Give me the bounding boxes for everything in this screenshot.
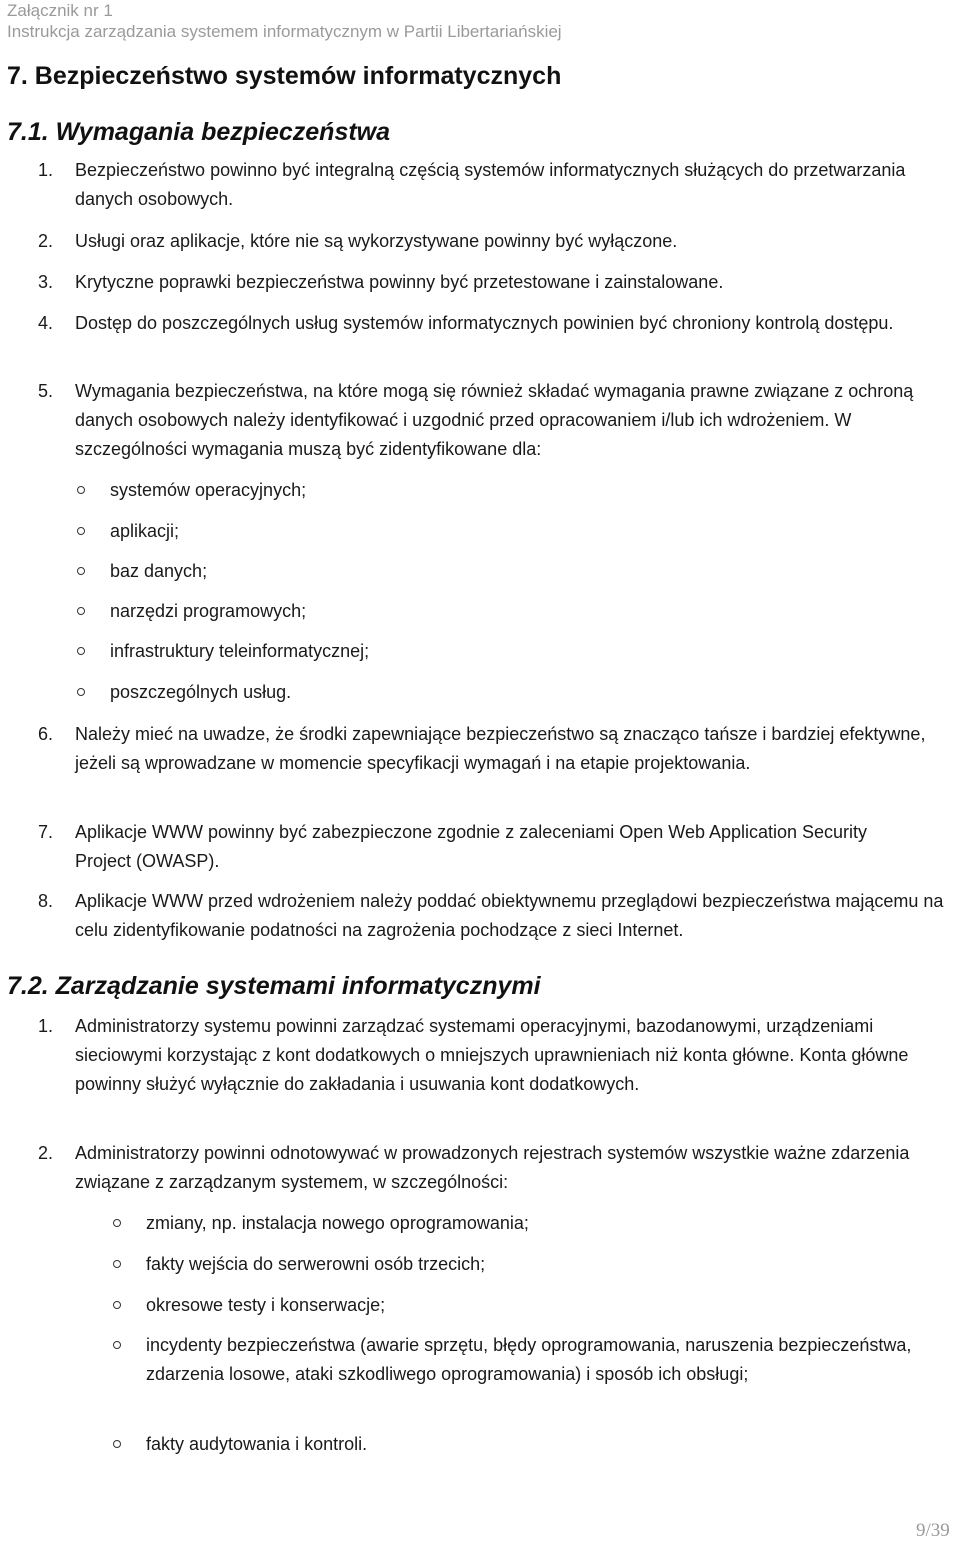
list-item-number: 4. [38, 313, 54, 333]
list-item-number: 5. [38, 381, 54, 401]
bullet-text: aplikacji; [110, 521, 180, 541]
attachment-label: Załącznik nr 1 [7, 1, 113, 20]
bullet-text: baz danych; [110, 561, 208, 581]
list-item-number: 6. [38, 724, 54, 744]
list-item-text: Wymagania bezpieczeństwa, na które mogą się również składać wymagania prawne związane z ochroną danych osobowych należy identyfikować i uzgodnić przed opracowaniem i/lub ich wdrożeniem. W szczególności wymagania muszą być zidentyfikowane dla: [75, 381, 914, 459]
bullet-marker [77, 527, 85, 535]
bullet-text: systemów operacyjnych; [110, 480, 307, 500]
bullet-marker [113, 1219, 121, 1227]
page-number: 9/39 [916, 1520, 950, 1541]
list-item-text: Bezpieczeństwo powinno być integralną częścią systemów informatycznych służących do przetwarzania danych osobowych. [75, 160, 906, 209]
bullet-text: fakty wejścia do serwerowni osób trzecich; [146, 1254, 486, 1274]
bullet-marker [113, 1301, 121, 1309]
document-title: Instrukcja zarządzania systemem informatycznym w Partii Libertariańskiej [7, 22, 562, 41]
list-item-number: 1. [38, 160, 54, 180]
list-item-number: 7. [38, 822, 54, 842]
list-item-number: 2. [38, 231, 54, 251]
list-item-number: 1. [38, 1016, 54, 1036]
bullet-text: incydenty bezpieczeństwa (awarie sprzętu, błędy oprogramowania, naruszenia bezpieczeństwa, zdarzenia losowe, ataki szkodliwego oprogramowania) i sposób ich obsługi; [146, 1335, 912, 1384]
bullet-text: poszczególnych usług. [110, 682, 292, 702]
list-item-text: Dostęp do poszczególnych usług systemów informatycznych powinien być chroniony kontrolą dostępu. [75, 313, 894, 333]
list-item-number: 3. [38, 272, 54, 292]
list-item-text: Administratorzy powinni odnotowywać w prowadzonych rejestrach systemów wszystkie ważne zdarzenia związane z zarządzanym systemem, w szczególności: [75, 1143, 910, 1192]
list-item-text: Usługi oraz aplikacje, które nie są wykorzystywane powinny być wyłączone. [75, 231, 678, 251]
section-title: 7. Bezpieczeństwo systemów informatycznych [7, 62, 562, 90]
subsection-title-requirements: 7.1. Wymagania bezpieczeństwa [7, 118, 391, 146]
bullet-marker [113, 1260, 121, 1268]
list-item-text: Aplikacje WWW powinny być zabezpieczone zgodnie z zaleceniami Open Web Application Security Project (OWASP). [75, 822, 868, 871]
list-item-text: Krytyczne poprawki bezpieczeństwa powinny być przetestowane i zainstalowane. [75, 272, 724, 292]
bullet-marker [77, 486, 85, 494]
bullet-text: narzędzi programowych; [110, 601, 307, 621]
list-item-number: 2. [38, 1143, 54, 1163]
subsection-title-management: 7.2. Zarządzanie systemami informatycznymi [7, 972, 541, 1000]
bullet-marker [113, 1341, 121, 1349]
list-item-text: Aplikacje WWW przed wdrożeniem należy poddać obiektywnemu przeglądowi bezpieczeństwa mającemu na celu zidentyfikowanie podatności na zagrożenia pochodzące z sieci Internet. [75, 891, 944, 940]
bullet-marker [113, 1440, 121, 1448]
list-item-text: Należy mieć na uwadze, że środki zapewniające bezpieczeństwo są znacząco tańsze i bardziej efektywne, jeżeli są wprowadzane w momencie specyfikacji wymagań i na etapie projektowania. [75, 724, 926, 773]
bullet-text: fakty audytowania i kontroli. [146, 1434, 368, 1454]
list-item-text: Administratorzy systemu powinni zarządzać systemami operacyjnymi, bazodanowymi, urządzeniami sieciowymi korzystając z kont dodatkowych o mniejszych uprawnieniach niż konta główne. Konta główne powinny służyć wyłącznie do zakładania i usuwania kont dodatkowych. [75, 1016, 909, 1094]
bullet-marker [77, 607, 85, 615]
bullet-text: okresowe testy i konserwacje; [146, 1295, 386, 1315]
bullet-marker [77, 567, 85, 575]
list-item-number: 8. [38, 891, 54, 911]
bullet-marker [77, 688, 85, 696]
bullet-text: zmiany, np. instalacja nowego oprogramowania; [146, 1213, 529, 1233]
bullet-text: infrastruktury teleinformatycznej; [110, 641, 370, 661]
bullet-marker [77, 647, 85, 655]
